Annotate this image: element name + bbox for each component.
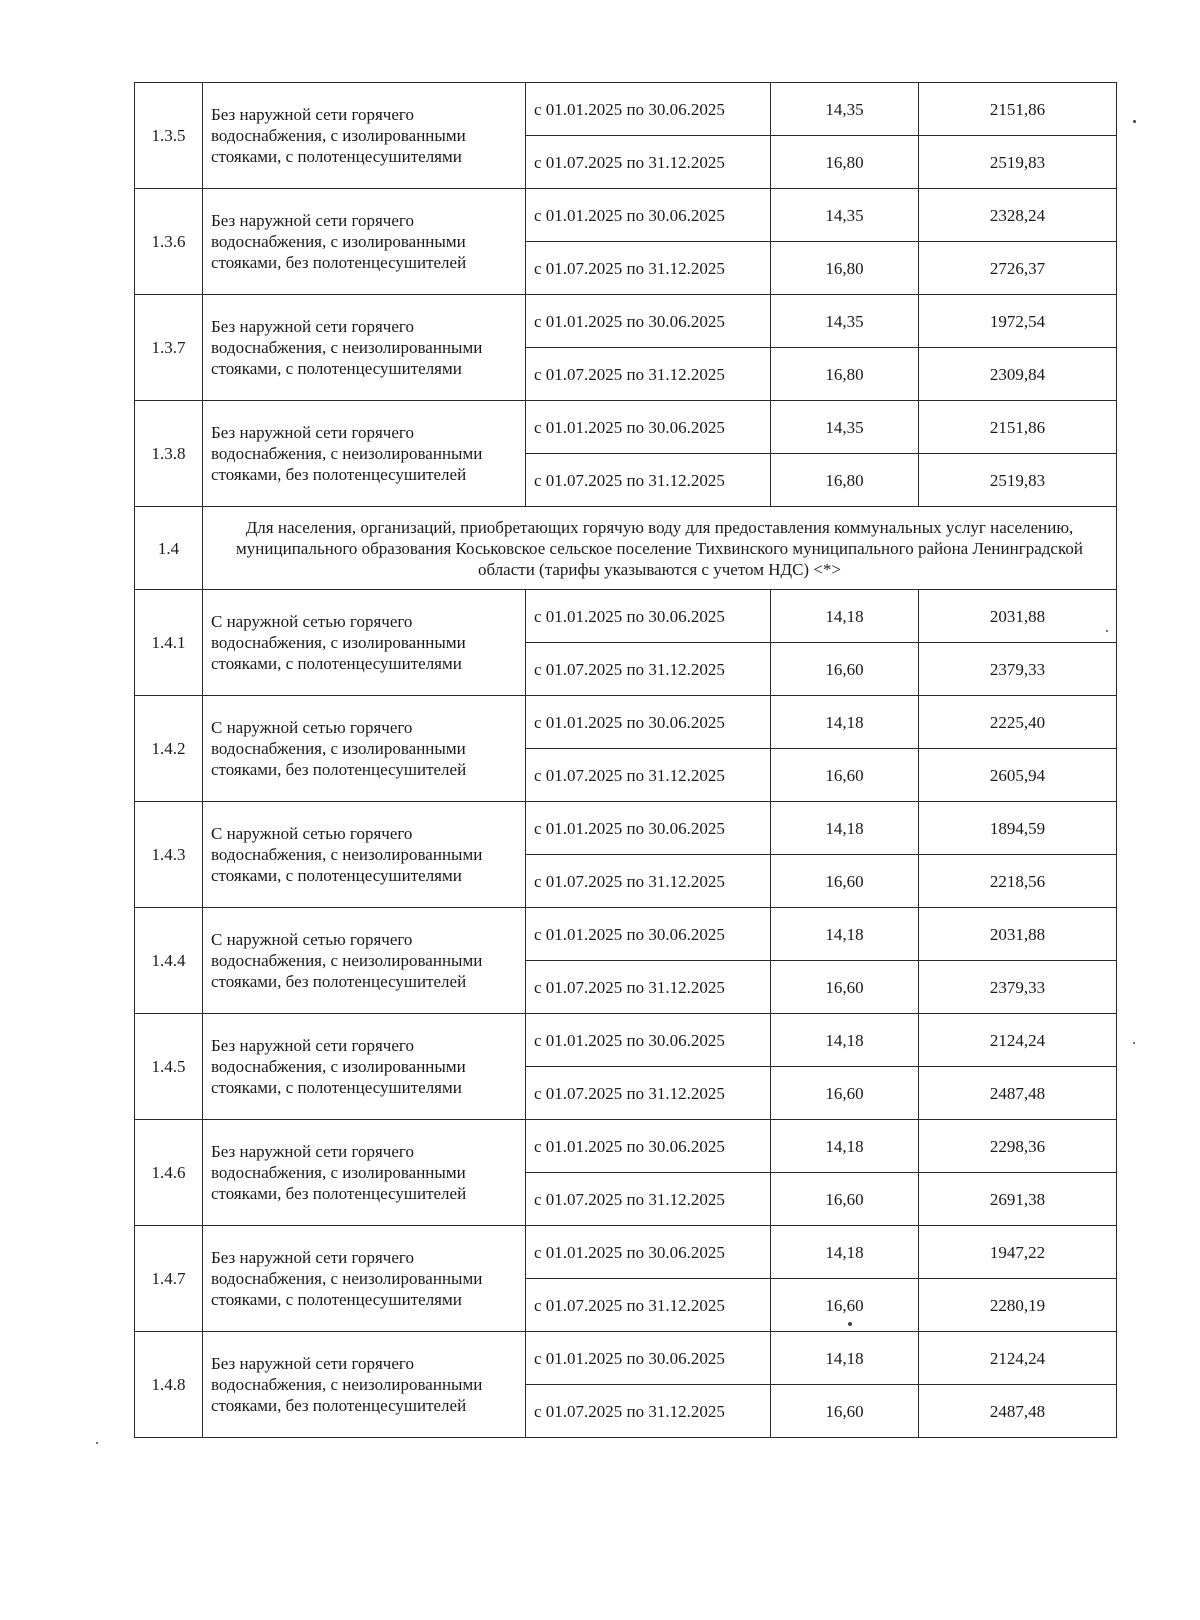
item-number: 1.4.7 (135, 1226, 203, 1332)
period-cell: с 01.01.2025 по 30.06.2025 (526, 295, 771, 348)
period-cell: с 01.01.2025 по 30.06.2025 (526, 401, 771, 454)
rate-cell: 16,60 (771, 643, 919, 696)
item-number: 1.4.2 (135, 696, 203, 802)
period-cell: с 01.01.2025 по 30.06.2025 (526, 1014, 771, 1067)
price-cell: 2298,36 (919, 1120, 1117, 1173)
document-page (134, 82, 1116, 1438)
item-description: Без наружной сети горячего водоснабжения, с изолированными стояками, с полотенцесушителями (203, 1014, 526, 1120)
rate-cell: 16,60 (771, 749, 919, 802)
period-cell: с 01.01.2025 по 30.06.2025 (526, 802, 771, 855)
period-cell: с 01.07.2025 по 31.12.2025 (526, 1173, 771, 1226)
period-cell: с 01.01.2025 по 30.06.2025 (526, 1226, 771, 1279)
section-row (135, 507, 1117, 590)
price-cell: 2519,83 (919, 454, 1117, 507)
period-cell: с 01.07.2025 по 31.12.2025 (526, 749, 771, 802)
scan-speck (96, 1442, 98, 1444)
scan-speck (1133, 120, 1136, 123)
item-number: 1.3.8 (135, 401, 203, 507)
table-row (135, 908, 1117, 961)
price-cell: 2124,24 (919, 1014, 1117, 1067)
item-description: Без наружной сети горячего водоснабжения, с неизолированными стояками, без полотенцесушителей (203, 1332, 526, 1438)
rate-cell: 14,35 (771, 189, 919, 242)
item-description: С наружной сетью горячего водоснабжения, с неизолированными стояками, без полотенцесушителей (203, 908, 526, 1014)
price-cell: 1972,54 (919, 295, 1117, 348)
period-cell: с 01.07.2025 по 31.12.2025 (526, 643, 771, 696)
item-number: 1.4.8 (135, 1332, 203, 1438)
item-number: 1.3.6 (135, 189, 203, 295)
rate-cell: 14,18 (771, 908, 919, 961)
table-row (135, 1014, 1117, 1067)
period-cell: с 01.07.2025 по 31.12.2025 (526, 1279, 771, 1332)
price-cell: 2309,84 (919, 348, 1117, 401)
table-row (135, 401, 1117, 454)
item-number: 1.3.7 (135, 295, 203, 401)
scan-speck (1106, 630, 1108, 632)
rate-cell: 16,60 (771, 1385, 919, 1438)
table-row (135, 590, 1117, 643)
period-cell: с 01.07.2025 по 31.12.2025 (526, 961, 771, 1014)
rate-cell: 16,60 (771, 1279, 919, 1332)
rate-cell: 16,80 (771, 348, 919, 401)
rate-cell: 14,35 (771, 83, 919, 136)
rate-cell: 16,80 (771, 136, 919, 189)
item-number: 1.4.5 (135, 1014, 203, 1120)
period-cell: с 01.07.2025 по 31.12.2025 (526, 136, 771, 189)
period-cell: с 01.07.2025 по 31.12.2025 (526, 454, 771, 507)
price-cell: 1894,59 (919, 802, 1117, 855)
price-cell: 2519,83 (919, 136, 1117, 189)
period-cell: с 01.01.2025 по 30.06.2025 (526, 1120, 771, 1173)
period-cell: с 01.07.2025 по 31.12.2025 (526, 1385, 771, 1438)
rate-cell: 16,80 (771, 454, 919, 507)
rate-cell: 16,60 (771, 1173, 919, 1226)
rate-cell: 14,18 (771, 1226, 919, 1279)
rate-cell: 14,18 (771, 1120, 919, 1173)
scan-speck (1133, 1042, 1135, 1044)
table-row (135, 802, 1117, 855)
table-row (135, 696, 1117, 749)
table-row (135, 83, 1117, 136)
item-description: Без наружной сети горячего водоснабжения, с неизолированными стояками, с полотенцесушителями (203, 1226, 526, 1332)
section-number: 1.4 (135, 507, 203, 590)
price-cell: 2691,38 (919, 1173, 1117, 1226)
item-number: 1.4.3 (135, 802, 203, 908)
period-cell: с 01.01.2025 по 30.06.2025 (526, 83, 771, 136)
period-cell: с 01.07.2025 по 31.12.2025 (526, 855, 771, 908)
period-cell: с 01.01.2025 по 30.06.2025 (526, 189, 771, 242)
item-number: 1.4.1 (135, 590, 203, 696)
rate-cell: 14,18 (771, 590, 919, 643)
price-cell: 2379,33 (919, 961, 1117, 1014)
price-cell: 2151,86 (919, 401, 1117, 454)
price-cell: 2726,37 (919, 242, 1117, 295)
period-cell: с 01.07.2025 по 31.12.2025 (526, 242, 771, 295)
item-description: С наружной сетью горячего водоснабжения, с изолированными стояками, с полотенцесушителями (203, 590, 526, 696)
item-description: Без наружной сети горячего водоснабжения, с изолированными стояками, с полотенцесушителями (203, 83, 526, 189)
period-cell: с 01.07.2025 по 31.12.2025 (526, 348, 771, 401)
item-description: Без наружной сети горячего водоснабжения, с изолированными стояками, без полотенцесушителей (203, 1120, 526, 1226)
tariff-table (134, 82, 1117, 1438)
rate-cell: 16,60 (771, 1067, 919, 1120)
period-cell: с 01.01.2025 по 30.06.2025 (526, 696, 771, 749)
rate-cell: 14,18 (771, 1332, 919, 1385)
price-cell: 2605,94 (919, 749, 1117, 802)
item-number: 1.4.4 (135, 908, 203, 1014)
price-cell: 2487,48 (919, 1067, 1117, 1120)
price-cell: 2151,86 (919, 83, 1117, 136)
scan-speck (848, 1322, 852, 1326)
price-cell: 2218,56 (919, 855, 1117, 908)
price-cell: 2124,24 (919, 1332, 1117, 1385)
period-cell: с 01.01.2025 по 30.06.2025 (526, 1332, 771, 1385)
price-cell: 2328,24 (919, 189, 1117, 242)
period-cell: с 01.01.2025 по 30.06.2025 (526, 590, 771, 643)
period-cell: с 01.07.2025 по 31.12.2025 (526, 1067, 771, 1120)
rate-cell: 14,18 (771, 696, 919, 749)
item-number: 1.3.5 (135, 83, 203, 189)
price-cell: 2379,33 (919, 643, 1117, 696)
rate-cell: 14,35 (771, 401, 919, 454)
table-row (135, 1226, 1117, 1279)
period-cell: с 01.01.2025 по 30.06.2025 (526, 908, 771, 961)
rate-cell: 16,60 (771, 855, 919, 908)
rate-cell: 14,18 (771, 1014, 919, 1067)
rate-cell: 14,35 (771, 295, 919, 348)
price-cell: 2280,19 (919, 1279, 1117, 1332)
item-description: С наружной сетью горячего водоснабжения, с изолированными стояками, без полотенцесушителей (203, 696, 526, 802)
item-description: Без наружной сети горячего водоснабжения, с изолированными стояками, без полотенцесушителей (203, 189, 526, 295)
rate-cell: 14,18 (771, 802, 919, 855)
price-cell: 2487,48 (919, 1385, 1117, 1438)
price-cell: 1947,22 (919, 1226, 1117, 1279)
item-number: 1.4.6 (135, 1120, 203, 1226)
item-description: Без наружной сети горячего водоснабжения, с неизолированными стояками, с полотенцесушителями (203, 295, 526, 401)
section-description: Для населения, организаций, приобретающих горячую воду для предоставления коммунальных услуг населению, муниципального образования Коськовское сельское поселение Тихвинского муниципального района Ленинградской области (тарифы указываются с учетом НДС) <*> (203, 507, 1117, 590)
rate-cell: 16,80 (771, 242, 919, 295)
rate-cell: 16,60 (771, 961, 919, 1014)
price-cell: 2031,88 (919, 590, 1117, 643)
table-row (135, 1120, 1117, 1173)
item-description: Без наружной сети горячего водоснабжения, с неизолированными стояками, без полотенцесушителей (203, 401, 526, 507)
price-cell: 2031,88 (919, 908, 1117, 961)
table-row (135, 295, 1117, 348)
item-description: С наружной сетью горячего водоснабжения, с неизолированными стояками, с полотенцесушителями (203, 802, 526, 908)
table-row (135, 1332, 1117, 1385)
price-cell: 2225,40 (919, 696, 1117, 749)
table-row (135, 189, 1117, 242)
